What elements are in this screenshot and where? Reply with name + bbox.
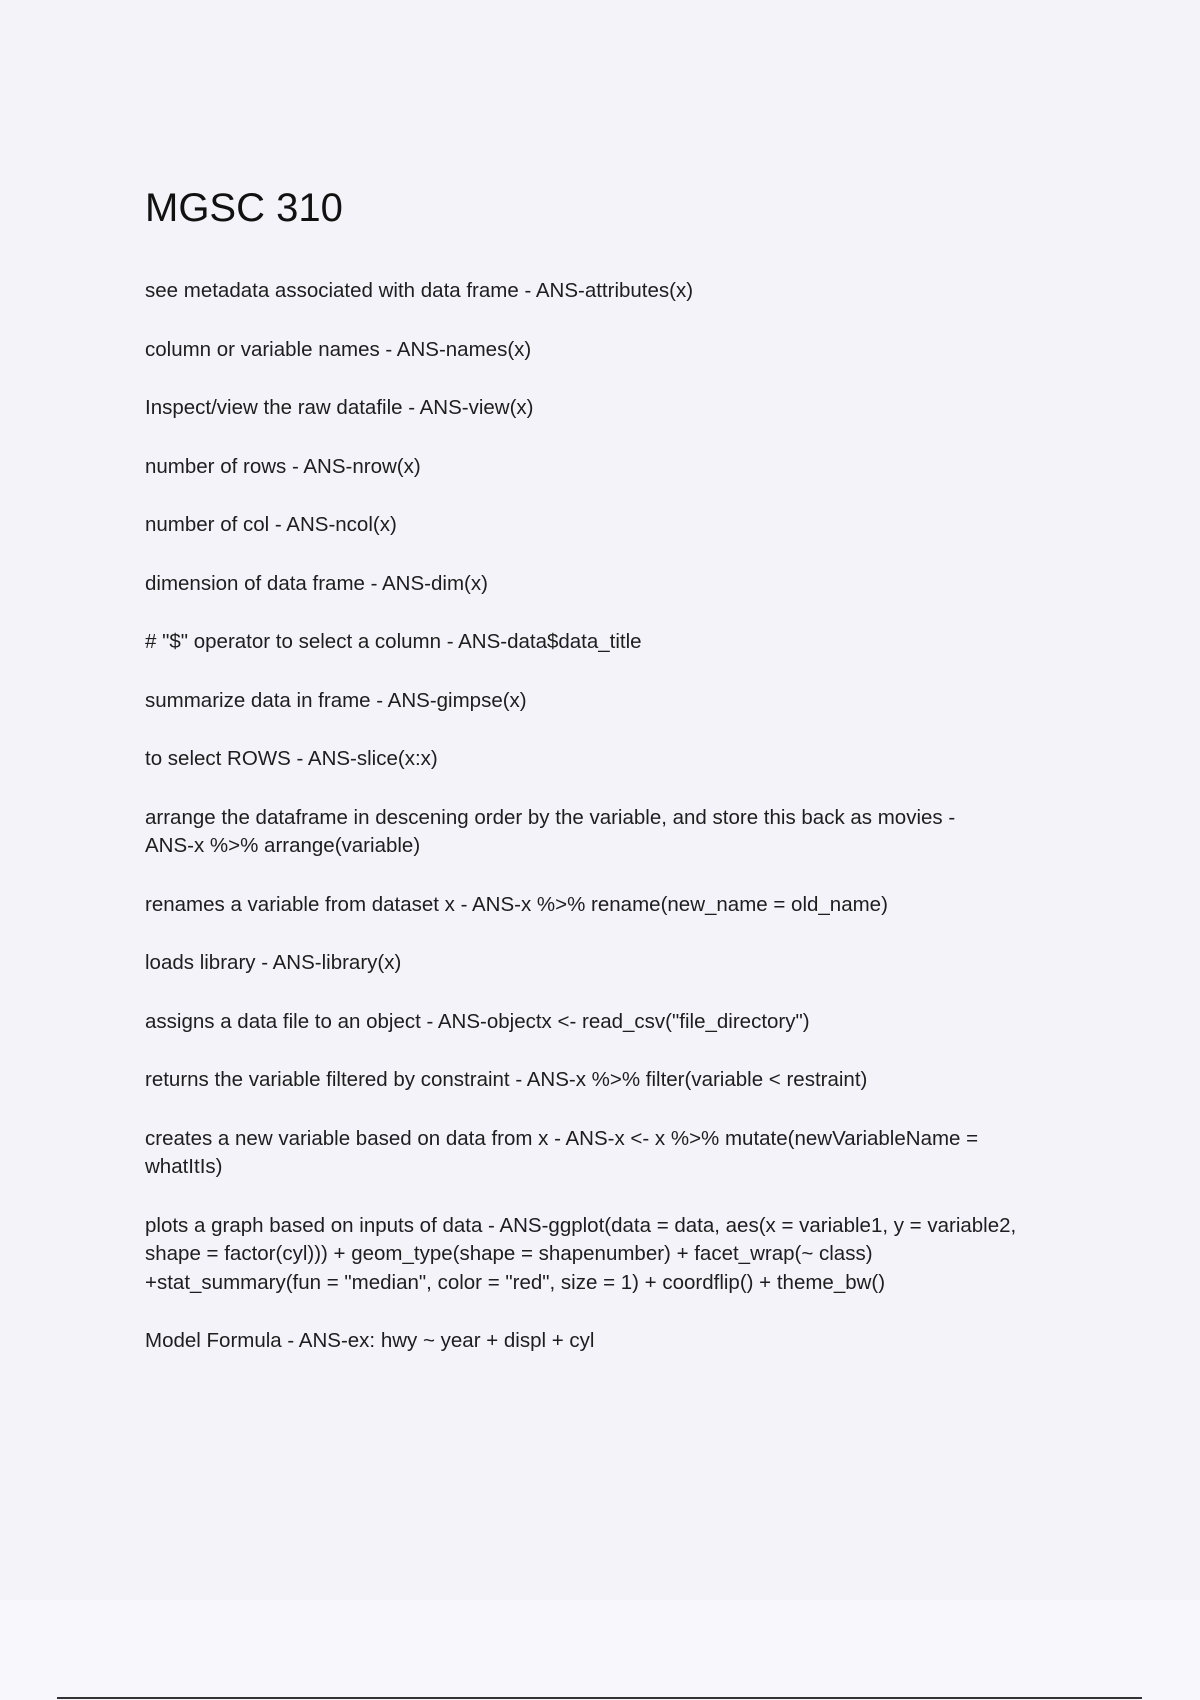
entry-rename: renames a variable from dataset x - ANS-x %>% rename(new_name = old_name) xyxy=(145,892,888,916)
entry-dim: dimension of data frame - ANS-dim(x) xyxy=(145,571,488,595)
entry-names: column or variable names - ANS-names(x) xyxy=(145,337,532,361)
entry-nrow: number of rows - ANS-nrow(x) xyxy=(145,454,421,478)
entry-view: Inspect/view the raw datafile - ANS-view(x) xyxy=(145,396,534,419)
entry-glimpse: summarize data in frame - ANS-gimpse(x) xyxy=(145,688,527,712)
entry-library: loads library - ANS-library(x) xyxy=(145,951,402,974)
entry-ncol: number of col - ANS-ncol(x) xyxy=(145,513,397,536)
document-content xyxy=(145,183,1105,1386)
entry-filter: returns the variable filtered by constraint - ANS-x %>% filter(variable < restraint) xyxy=(145,1068,868,1091)
document-title: MGSC 310 xyxy=(145,186,343,230)
page-footer-area xyxy=(0,1600,1200,1700)
entry-read-csv: assigns a data file to an object - ANS-objectx <- read_csv("file_directory") xyxy=(145,1009,810,1033)
entry-model-formula: Model Formula - ANS-ex: hwy ~ year + displ + cyl xyxy=(145,1329,595,1352)
footer-rule xyxy=(57,1697,1142,1699)
entry-dollar-operator: # "$" operator to select a column - ANS-data$data_title xyxy=(145,630,642,653)
entry-arrange: arrange the dataframe in descening order by the variable, and store this back as movies - ANS-x %>% arrange(variable) xyxy=(145,805,956,857)
entry-ggplot: plots a graph based on inputs of data - ANS-ggplot(data = data, aes(x = variable1, y = variable2, shape = factor(cyl))) + geom_type(shape = shapenumber) + facet_wrap(~ class) +stat_summary(fun = "median", color = "red", size = 1) + coordflip() + theme_bw() xyxy=(145,1213,1017,1294)
entry-attributes: see metadata associated with data frame - ANS-attributes(x) xyxy=(145,279,694,302)
entry-mutate: creates a new variable based on data from x - ANS-x <- x %>% mutate(newVariableName = whatItIs) xyxy=(145,1126,979,1178)
entry-slice: to select ROWS - ANS-slice(x:x) xyxy=(145,747,438,770)
